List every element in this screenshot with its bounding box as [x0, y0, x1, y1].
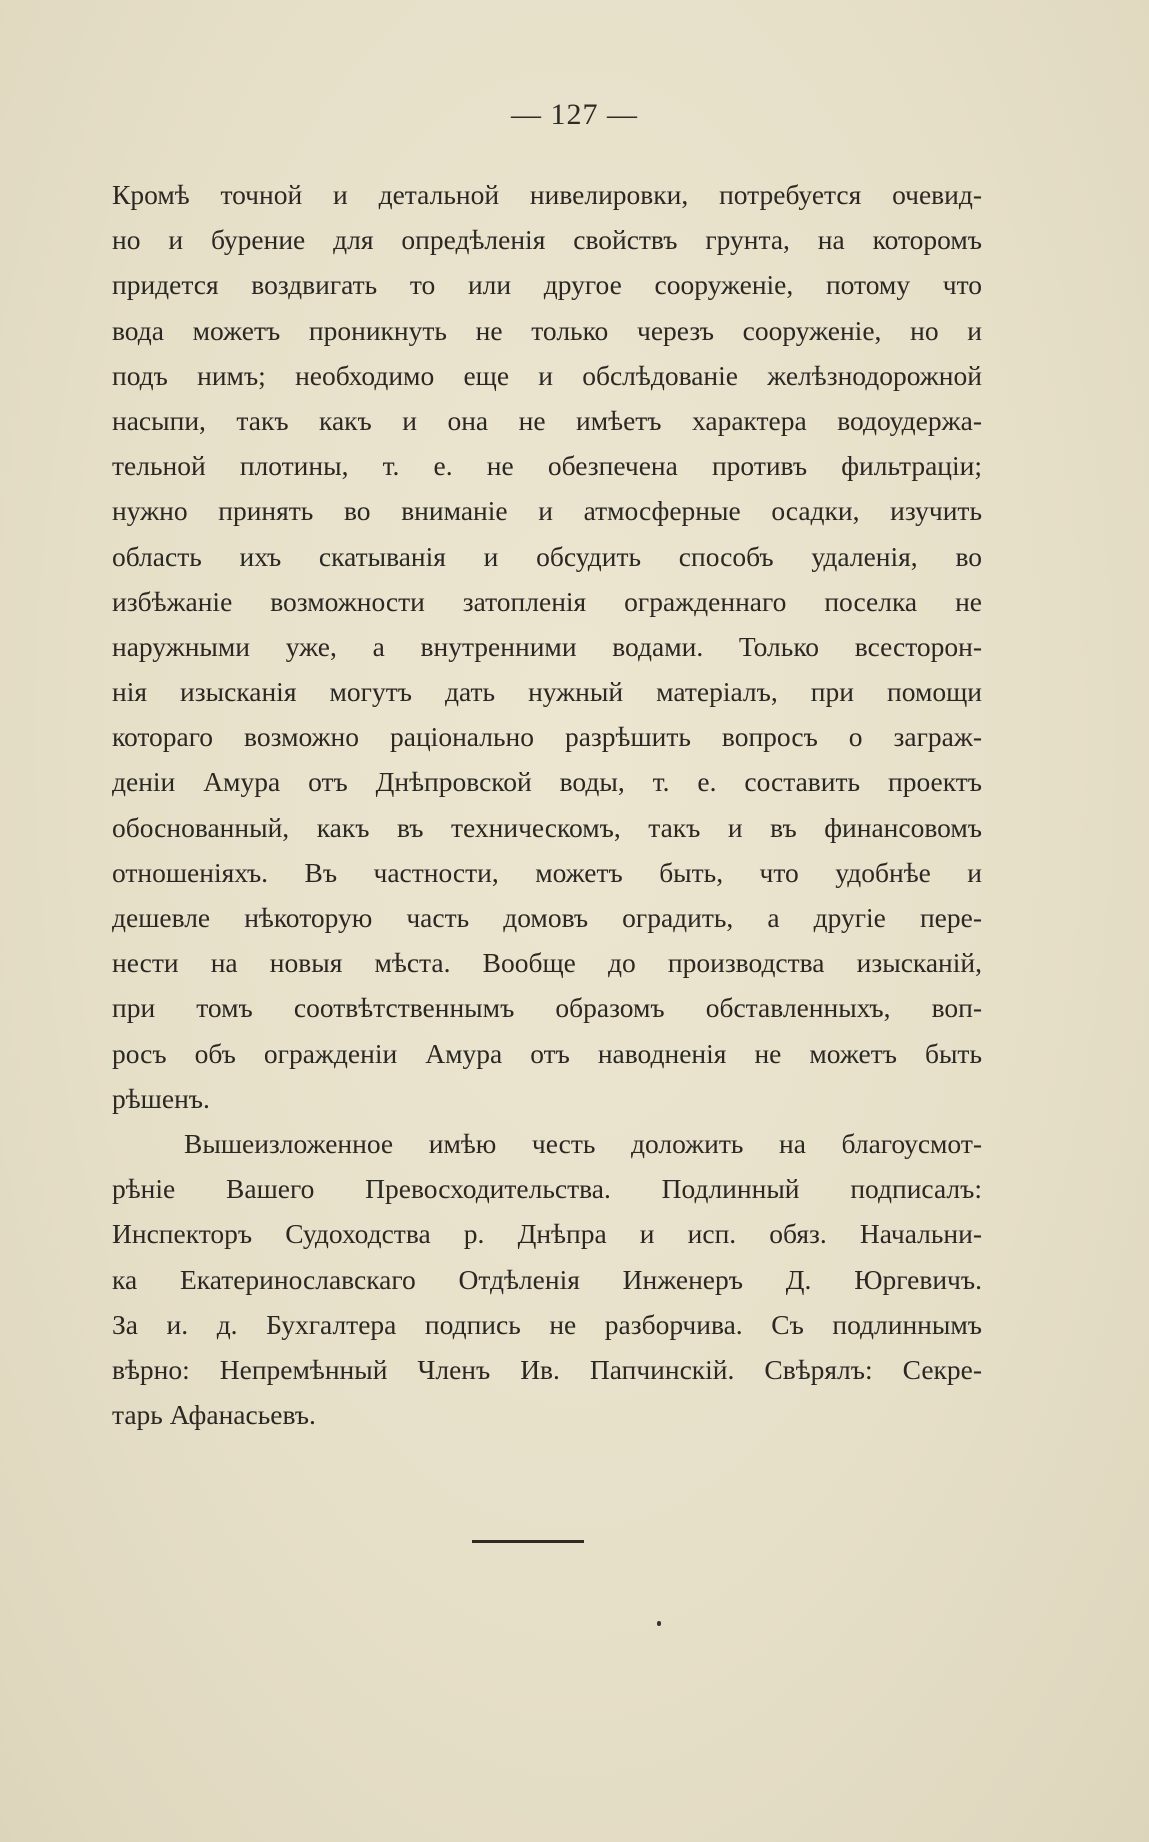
- ink-speck: [657, 1621, 661, 1626]
- text-line: нужно принять во вниманіе и атмосферные осадки, изучить: [112, 495, 982, 527]
- text-line: наружными уже, а внутренними водами. Только всесторон-: [112, 630, 982, 662]
- text-line: котораго возможно раціонально разрѣшить вопросъ о заграж-: [112, 721, 982, 753]
- text-line: рѣшенъ.: [112, 1082, 210, 1114]
- text-line: Кромѣ точной и детальной нивелировки, потребуется очевид-: [112, 179, 982, 210]
- text-line: область ихъ скатыванія и обсудить способъ удаленія, во: [112, 540, 982, 572]
- text-line: ка Екатеринославскаго Отдѣленія Инженеръ Д. Юргевичъ.: [112, 1263, 982, 1295]
- paragraph-1: [112, 172, 982, 1121]
- text-line: при томъ соотвѣтственнымъ образомъ обставленныхъ, воп-: [112, 992, 982, 1024]
- closing-rule: [472, 1540, 584, 1543]
- text-line: росъ объ огражденіи Амура отъ наводненія не можетъ быть: [112, 1037, 982, 1069]
- page-number: — 127 —: [511, 98, 638, 131]
- text-line: рѣніе Вашего Превосходительства. Подлинный подписалъ:: [112, 1173, 982, 1205]
- text-line: дешевле нѣкоторую часть домовъ оградить, а другіе пере-: [112, 902, 982, 933]
- text-line: За и. д. Бухгалтера подпись не разборчива. Съ подлиннымъ: [112, 1308, 982, 1340]
- text-line: вода можетъ проникнуть не только черезъ сооруженіе, но и: [112, 314, 982, 346]
- text-line: вѣрно: Непремѣнный Членъ Ив. Папчинскій. Свѣрялъ: Секре-: [112, 1353, 982, 1385]
- text-line: Инспекторъ Судоходства р. Днѣпра и исп. обяз. Начальни-: [112, 1218, 982, 1250]
- body-text: [112, 172, 982, 1437]
- text-line: избѣжаніе возможности затопленія огражденнаго поселка не: [112, 585, 982, 617]
- text-line: деніи Амура отъ Днѣпровской воды, т. е. составить проектъ: [112, 766, 982, 798]
- text-line: насыпи, такъ какъ и она не имѣетъ характера водоудержа-: [112, 404, 982, 436]
- text-line: нія изысканія могутъ дать нужный матеріалъ, при помощи: [112, 676, 982, 708]
- text-line: Вышеизложенное имѣю честь доложить на благоусмот-: [184, 1127, 982, 1159]
- text-line: придется воздвигать то или другое сооруженіе, потому что: [112, 269, 982, 301]
- text-line: подъ нимъ; необходимо еще и обслѣдованіе желѣзнодорожной: [112, 359, 982, 391]
- text-line: обоснованный, какъ въ техническомъ, такъ и въ финансовомъ: [112, 811, 982, 843]
- text-line: тарь Афанасьевъ.: [112, 1399, 316, 1431]
- paragraph-2: [112, 1121, 982, 1437]
- text-line: нести на новыя мѣста. Вообще до производства изысканій,: [112, 947, 982, 979]
- text-line: тельной плотины, т. е. не обезпечена противъ фильтраціи;: [112, 450, 982, 482]
- text-line: отношеніяхъ. Въ частности, можетъ быть, что удобнѣе и: [112, 856, 982, 888]
- text-line: но и бурение для опредѣленія свойствъ грунта, на которомъ: [112, 224, 982, 256]
